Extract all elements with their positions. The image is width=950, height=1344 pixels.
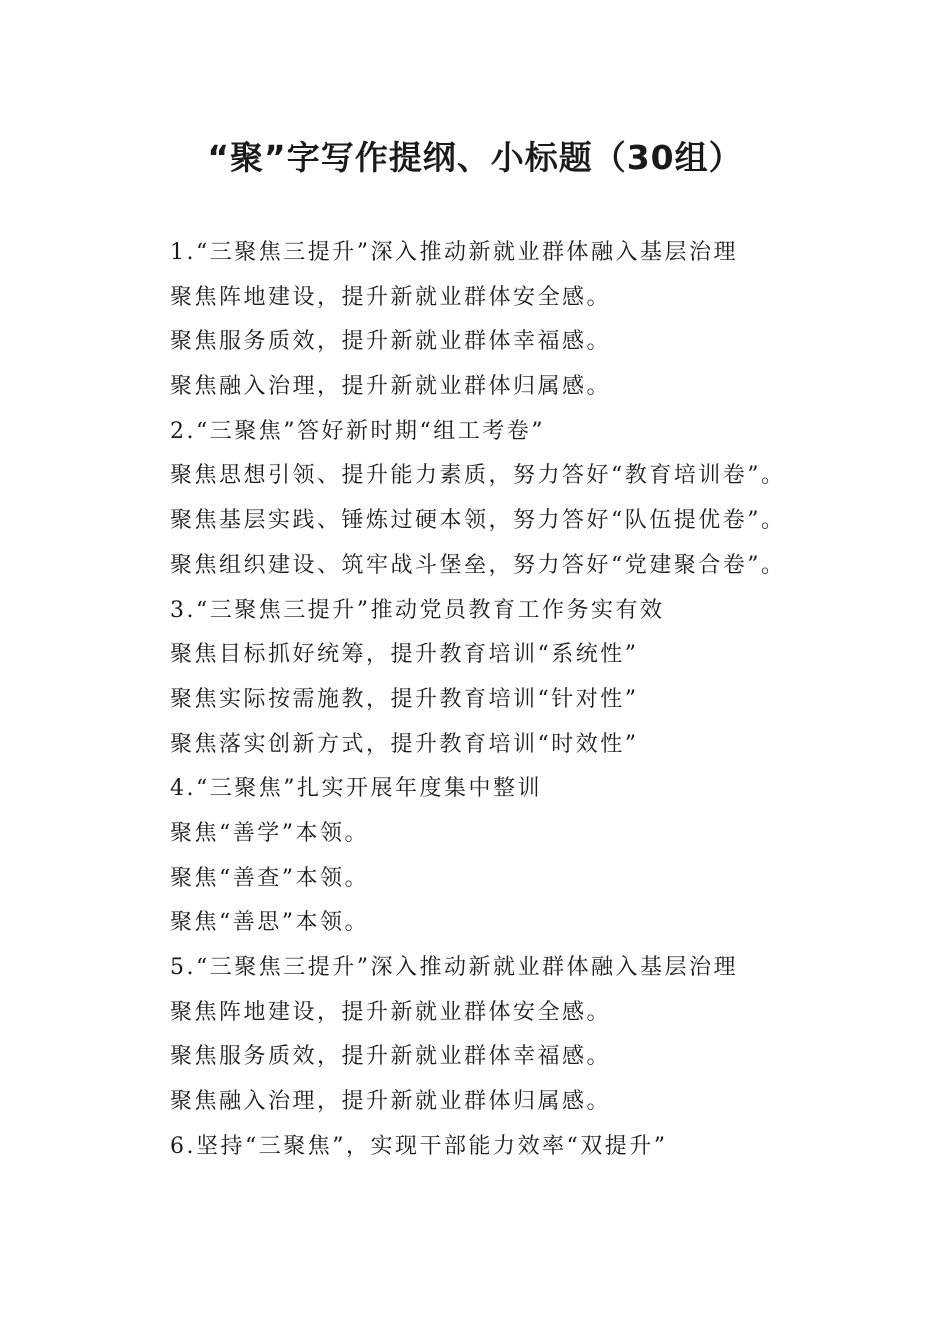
outline-item: 聚焦实际按需施教，提升教育培训“针对性” <box>170 686 639 712</box>
outline-item: 聚焦阵地建设，提升新就业群体安全感。 <box>170 999 612 1025</box>
outline-heading-4: 4.“三聚焦”扎实开展年度集中整训 <box>170 776 542 802</box>
outline-heading-3: 3.“三聚焦三提升”推动党员教育工作务实有效 <box>170 597 665 623</box>
outline-item: 聚焦落实创新方式，提升教育培训“时效性” <box>170 731 639 757</box>
outline-item: 聚焦目标抓好统筹，提升教育培训“系统性” <box>170 642 639 668</box>
outline-item: 聚焦“善查”本领。 <box>170 865 369 891</box>
outline-heading-1: 1.“三聚焦三提升”深入推动新就业群体融入基层治理 <box>170 240 738 265</box>
document-title: “聚”字写作提纲、小标题（30组） <box>207 138 743 177</box>
outline-list <box>170 231 870 1169</box>
outline-item: 聚焦思想引领、提升能力素质，努力答好“教育培训卷”。 <box>170 463 786 489</box>
outline-item: 聚焦组织建设、筑牢战斗堡垒，努力答好“党建聚合卷”。 <box>170 552 786 578</box>
outline-item: 聚焦服务质效，提升新就业群体幸福感。 <box>170 1044 612 1070</box>
outline-heading-2: 2.“三聚焦”答好新时期“组工考卷” <box>170 418 545 444</box>
outline-heading-6: 6.坚持“三聚焦”，实现干部能力效率“双提升” <box>170 1133 668 1159</box>
outline-item: 聚焦融入治理，提升新就业群体归属感。 <box>170 374 612 400</box>
outline-item: 聚焦“善学”本领。 <box>170 820 369 846</box>
outline-heading-5: 5.“三聚焦三提升”深入推动新就业群体融入基层治理 <box>170 955 738 980</box>
outline-item: 聚焦“善思”本领。 <box>170 910 369 936</box>
outline-item: 聚焦阵地建设，提升新就业群体安全感。 <box>170 284 612 310</box>
outline-item: 聚焦融入治理，提升新就业群体归属感。 <box>170 1089 612 1115</box>
outline-item: 聚焦基层实践、锤炼过硬本领，努力答好“队伍提优卷”。 <box>170 508 786 534</box>
outline-item: 聚焦服务质效，提升新就业群体幸福感。 <box>170 329 612 355</box>
